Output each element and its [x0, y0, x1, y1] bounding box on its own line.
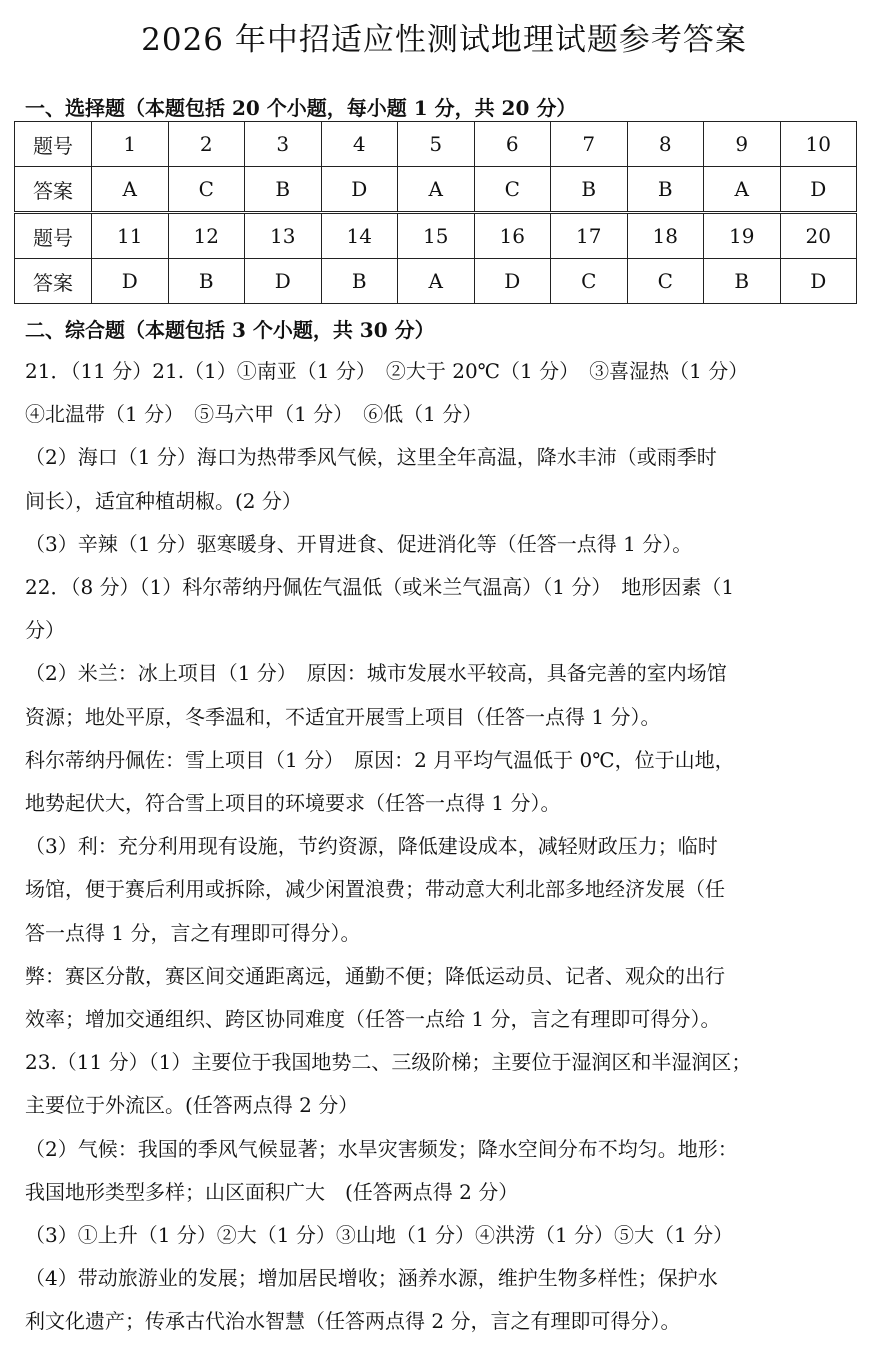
- text-line: 地势起伏大，符合雪上项目的环境要求（任答一点得 1 分）。: [25, 791, 561, 816]
- row-label-answer: 答案: [15, 167, 92, 213]
- answer-cell: B: [245, 167, 322, 213]
- text-line: 22．（8 分）（1）科尔蒂纳丹佩佐气温低（或米兰气温高）（1 分） 地形因素（1: [25, 575, 735, 600]
- question-number-cell: 19: [704, 213, 781, 259]
- question-number-cell: 16: [474, 213, 551, 259]
- answer-cell: C: [474, 167, 551, 213]
- answer-cell: A: [704, 167, 781, 213]
- answer-cell: C: [551, 259, 628, 304]
- answer-cell: B: [704, 259, 781, 304]
- text-line: 效率；增加交通组织、跨区协同难度（任答一点给 1 分，言之有理即可得分）。: [25, 1007, 721, 1032]
- row-label-question: 题号: [15, 213, 92, 259]
- text-line: 答一点得 1 分，言之有理即可得分）。: [25, 920, 361, 945]
- text-line: （4）带动旅游业的发展；增加居民增收；涵养水源，维护生物多样性；保护水: [25, 1266, 718, 1291]
- text-line: 资源；地处平原，冬季温和，不适宜开展雪上项目（任答一点得 1 分）。: [25, 704, 661, 729]
- question-number-cell: 10: [780, 122, 857, 167]
- answer-table: [14, 121, 857, 304]
- text-line: 弊：赛区分散，赛区间交通距离远，通勤不便；降低运动员、记者、观众的出行: [25, 963, 725, 988]
- text-line: ④北温带（1 分） ⑤马六甲（1 分） ⑥低（1 分）: [25, 402, 483, 427]
- answer-cell: A: [398, 259, 475, 304]
- question-number-cell: 7: [551, 122, 628, 167]
- answer-cell: C: [627, 259, 704, 304]
- text-line: 分）: [25, 618, 65, 643]
- text-line: 利文化遗产；传承古代治水智慧（任答两点得 2 分，言之有理即可得分）。: [25, 1309, 681, 1334]
- answer-cell: B: [321, 259, 398, 304]
- question-number-cell: 8: [627, 122, 704, 167]
- answer-cell: B: [168, 259, 245, 304]
- question-number-cell: 15: [398, 213, 475, 259]
- answer-cell: D: [321, 167, 398, 213]
- answer-cell: D: [780, 167, 857, 213]
- text-line: 间长），适宜种植胡椒。(2 分）: [25, 488, 302, 513]
- table-row: [15, 167, 857, 213]
- question-number-cell: 11: [92, 213, 169, 259]
- question-number-cell: 17: [551, 213, 628, 259]
- row-label-question: 题号: [15, 122, 92, 167]
- text-line: （2）气候：我国的季风气候显著；水旱灾害频发；降水空间分布不均匀。地形：: [25, 1136, 738, 1161]
- question-number-cell: 9: [704, 122, 781, 167]
- question-number-cell: 13: [245, 213, 322, 259]
- answer-cell: D: [92, 259, 169, 304]
- question-number-cell: 5: [398, 122, 475, 167]
- page-title: 2026 年中招适应性测试地理试题参考答案: [141, 22, 747, 58]
- question-number-cell: 18: [627, 213, 704, 259]
- question-number-cell: 4: [321, 122, 398, 167]
- text-line: （2）海口（1 分）海口为热带季风气候，这里全年高温，降水丰沛（或雨季时: [25, 445, 717, 470]
- question-number-cell: 14: [321, 213, 398, 259]
- answer-cell: C: [168, 167, 245, 213]
- row-label-answer: 答案: [15, 259, 92, 304]
- question-number-cell: 6: [474, 122, 551, 167]
- text-line: （3）①上升（1 分）②大（1 分）③山地（1 分）④洪涝（1 分）⑤大（1 分）: [25, 1223, 734, 1248]
- question-number-cell: 12: [168, 213, 245, 259]
- answer-cell: B: [627, 167, 704, 213]
- question-number-cell: 1: [92, 122, 169, 167]
- answer-text-block: [25, 350, 860, 1344]
- answer-cell: A: [398, 167, 475, 213]
- table-row: [15, 213, 857, 259]
- text-line: （3）辛辣（1 分）驱寒暖身、开胃进食、促进消化等（任答一点得 1 分）。: [25, 531, 693, 556]
- text-line: 科尔蒂纳丹佩佐：雪上项目（1 分） 原因：2 月平均气温低于 0℃，位于山地，: [25, 747, 735, 772]
- answer-cell: D: [245, 259, 322, 304]
- section-2-heading: 二、综合题（本题包括 3 个小题，共 30 分）: [25, 318, 435, 342]
- answer-cell: A: [92, 167, 169, 213]
- table-row: [15, 122, 857, 167]
- text-line: （3）利：充分利用现有设施，节约资源，降低建设成本，减轻财政压力；临时: [25, 834, 718, 859]
- question-number-cell: 20: [780, 213, 857, 259]
- text-line: （2）米兰：冰上项目（1 分） 原因：城市发展水平较高，具备完善的室内场馆: [25, 661, 727, 686]
- answer-cell: D: [474, 259, 551, 304]
- section-1-heading: 一、选择题（本题包括 20 个小题，每小题 1 分，共 20 分）: [25, 96, 577, 120]
- text-line: 主要位于外流区。(任答两点得 2 分）: [25, 1093, 359, 1118]
- question-number-cell: 2: [168, 122, 245, 167]
- table-row: [15, 259, 857, 304]
- answer-cell: D: [780, 259, 857, 304]
- text-line: 场馆，便于赛后利用或拆除，减少闲置浪费；带动意大利北部多地经济发展（任: [25, 877, 725, 902]
- text-line: 我国地形类型多样；山区面积广大 (任答两点得 2 分）: [25, 1179, 519, 1204]
- text-line: 23.（11 分）（1）主要位于我国地势二、三级阶梯；主要位于湿润区和半湿润区；: [25, 1050, 752, 1075]
- text-line: 21．（11 分）21.（1）①南亚（1 分） ②大于 20℃（1 分） ③喜湿热（1 分）: [25, 359, 749, 383]
- question-number-cell: 3: [245, 122, 322, 167]
- answer-cell: B: [551, 167, 628, 213]
